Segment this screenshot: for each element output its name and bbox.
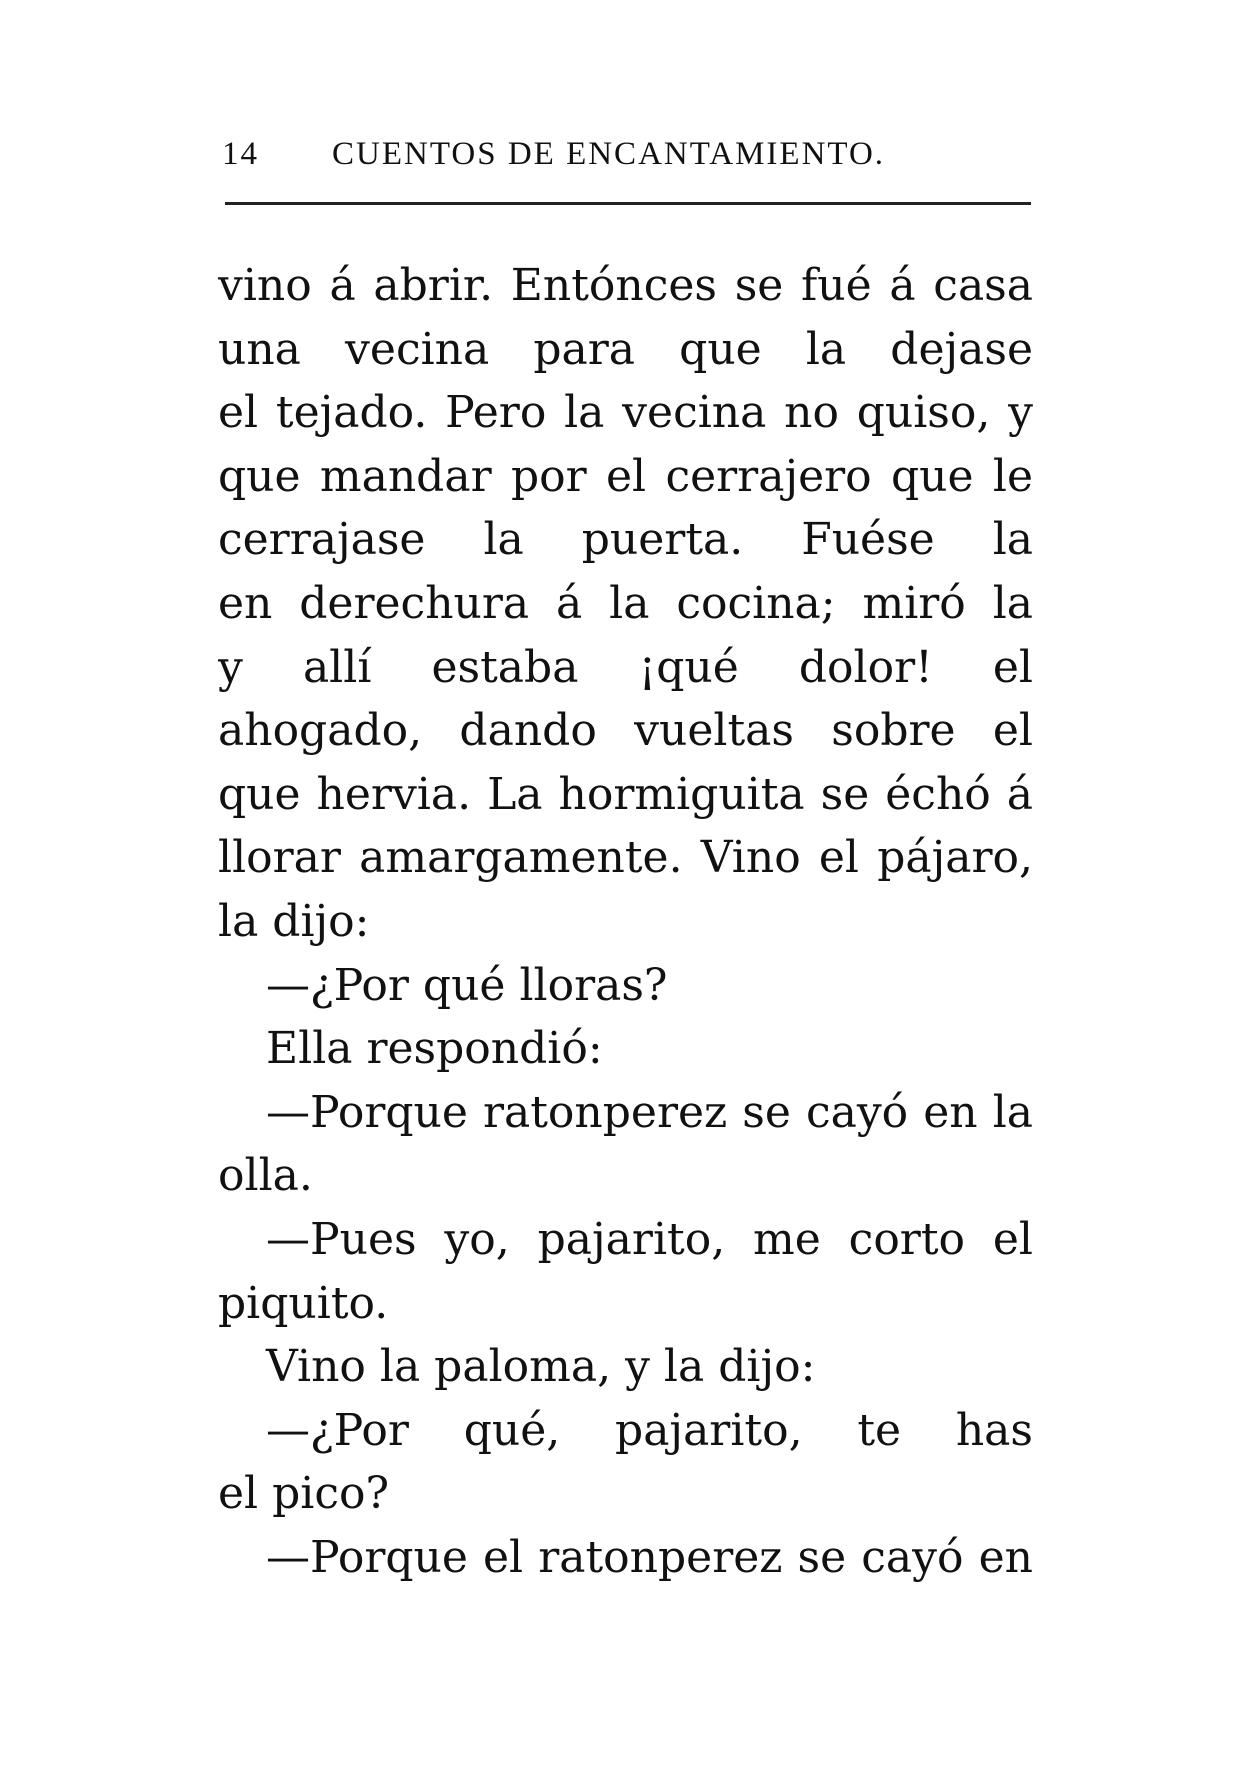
text-line: y allí estaba ¡qué dolor! el [218, 641, 1033, 693]
text-line: —¿Por qué lloras? [266, 959, 668, 1011]
text-line: —¿Por qué, pajarito, te has [266, 1404, 1033, 1456]
text-line: piquito. [218, 1277, 389, 1329]
text-line: —Porque el ratonperez se cayó en [266, 1531, 1033, 1583]
text-line: llorar amargamente. Vino el pájaro, [218, 832, 1033, 884]
text-line: olla. [218, 1150, 313, 1202]
text-line: vino á abrir. Entónces se fué á casa [218, 260, 1033, 311]
header-rule [225, 202, 1031, 205]
text-line: —Porque ratonperez se cayó en la [266, 1086, 1033, 1138]
text-line: —Pues yo, pajarito, me corto el [266, 1213, 1033, 1265]
text-line: el tejado. Pero la vecina no quiso, y [218, 387, 1033, 439]
text-line: la dijo: [218, 895, 370, 947]
text-line: ahogado, dando vueltas sobre el [218, 705, 1033, 757]
page-header [222, 136, 1037, 180]
text-line: en derechura á la cocina; miró la [218, 577, 1033, 629]
text-line: que mandar por el cerrajero que le [218, 450, 1033, 502]
text-line: cerrajase la puerta. Fuése la [218, 514, 1033, 566]
text-line: el pico? [218, 1468, 390, 1520]
text-line: Vino la paloma, y la dijo: [266, 1341, 816, 1393]
text-line: Ella respondió: [266, 1023, 603, 1075]
body-text [218, 254, 1033, 1589]
text-line: que hervia. La hormiguita se échó á [218, 768, 1033, 820]
text-line: una vecina para que la dejase [218, 323, 1033, 375]
running-title: CUENTOS DE ENCANTAMIENTO. [332, 136, 886, 172]
page-number: 14 [222, 136, 259, 172]
